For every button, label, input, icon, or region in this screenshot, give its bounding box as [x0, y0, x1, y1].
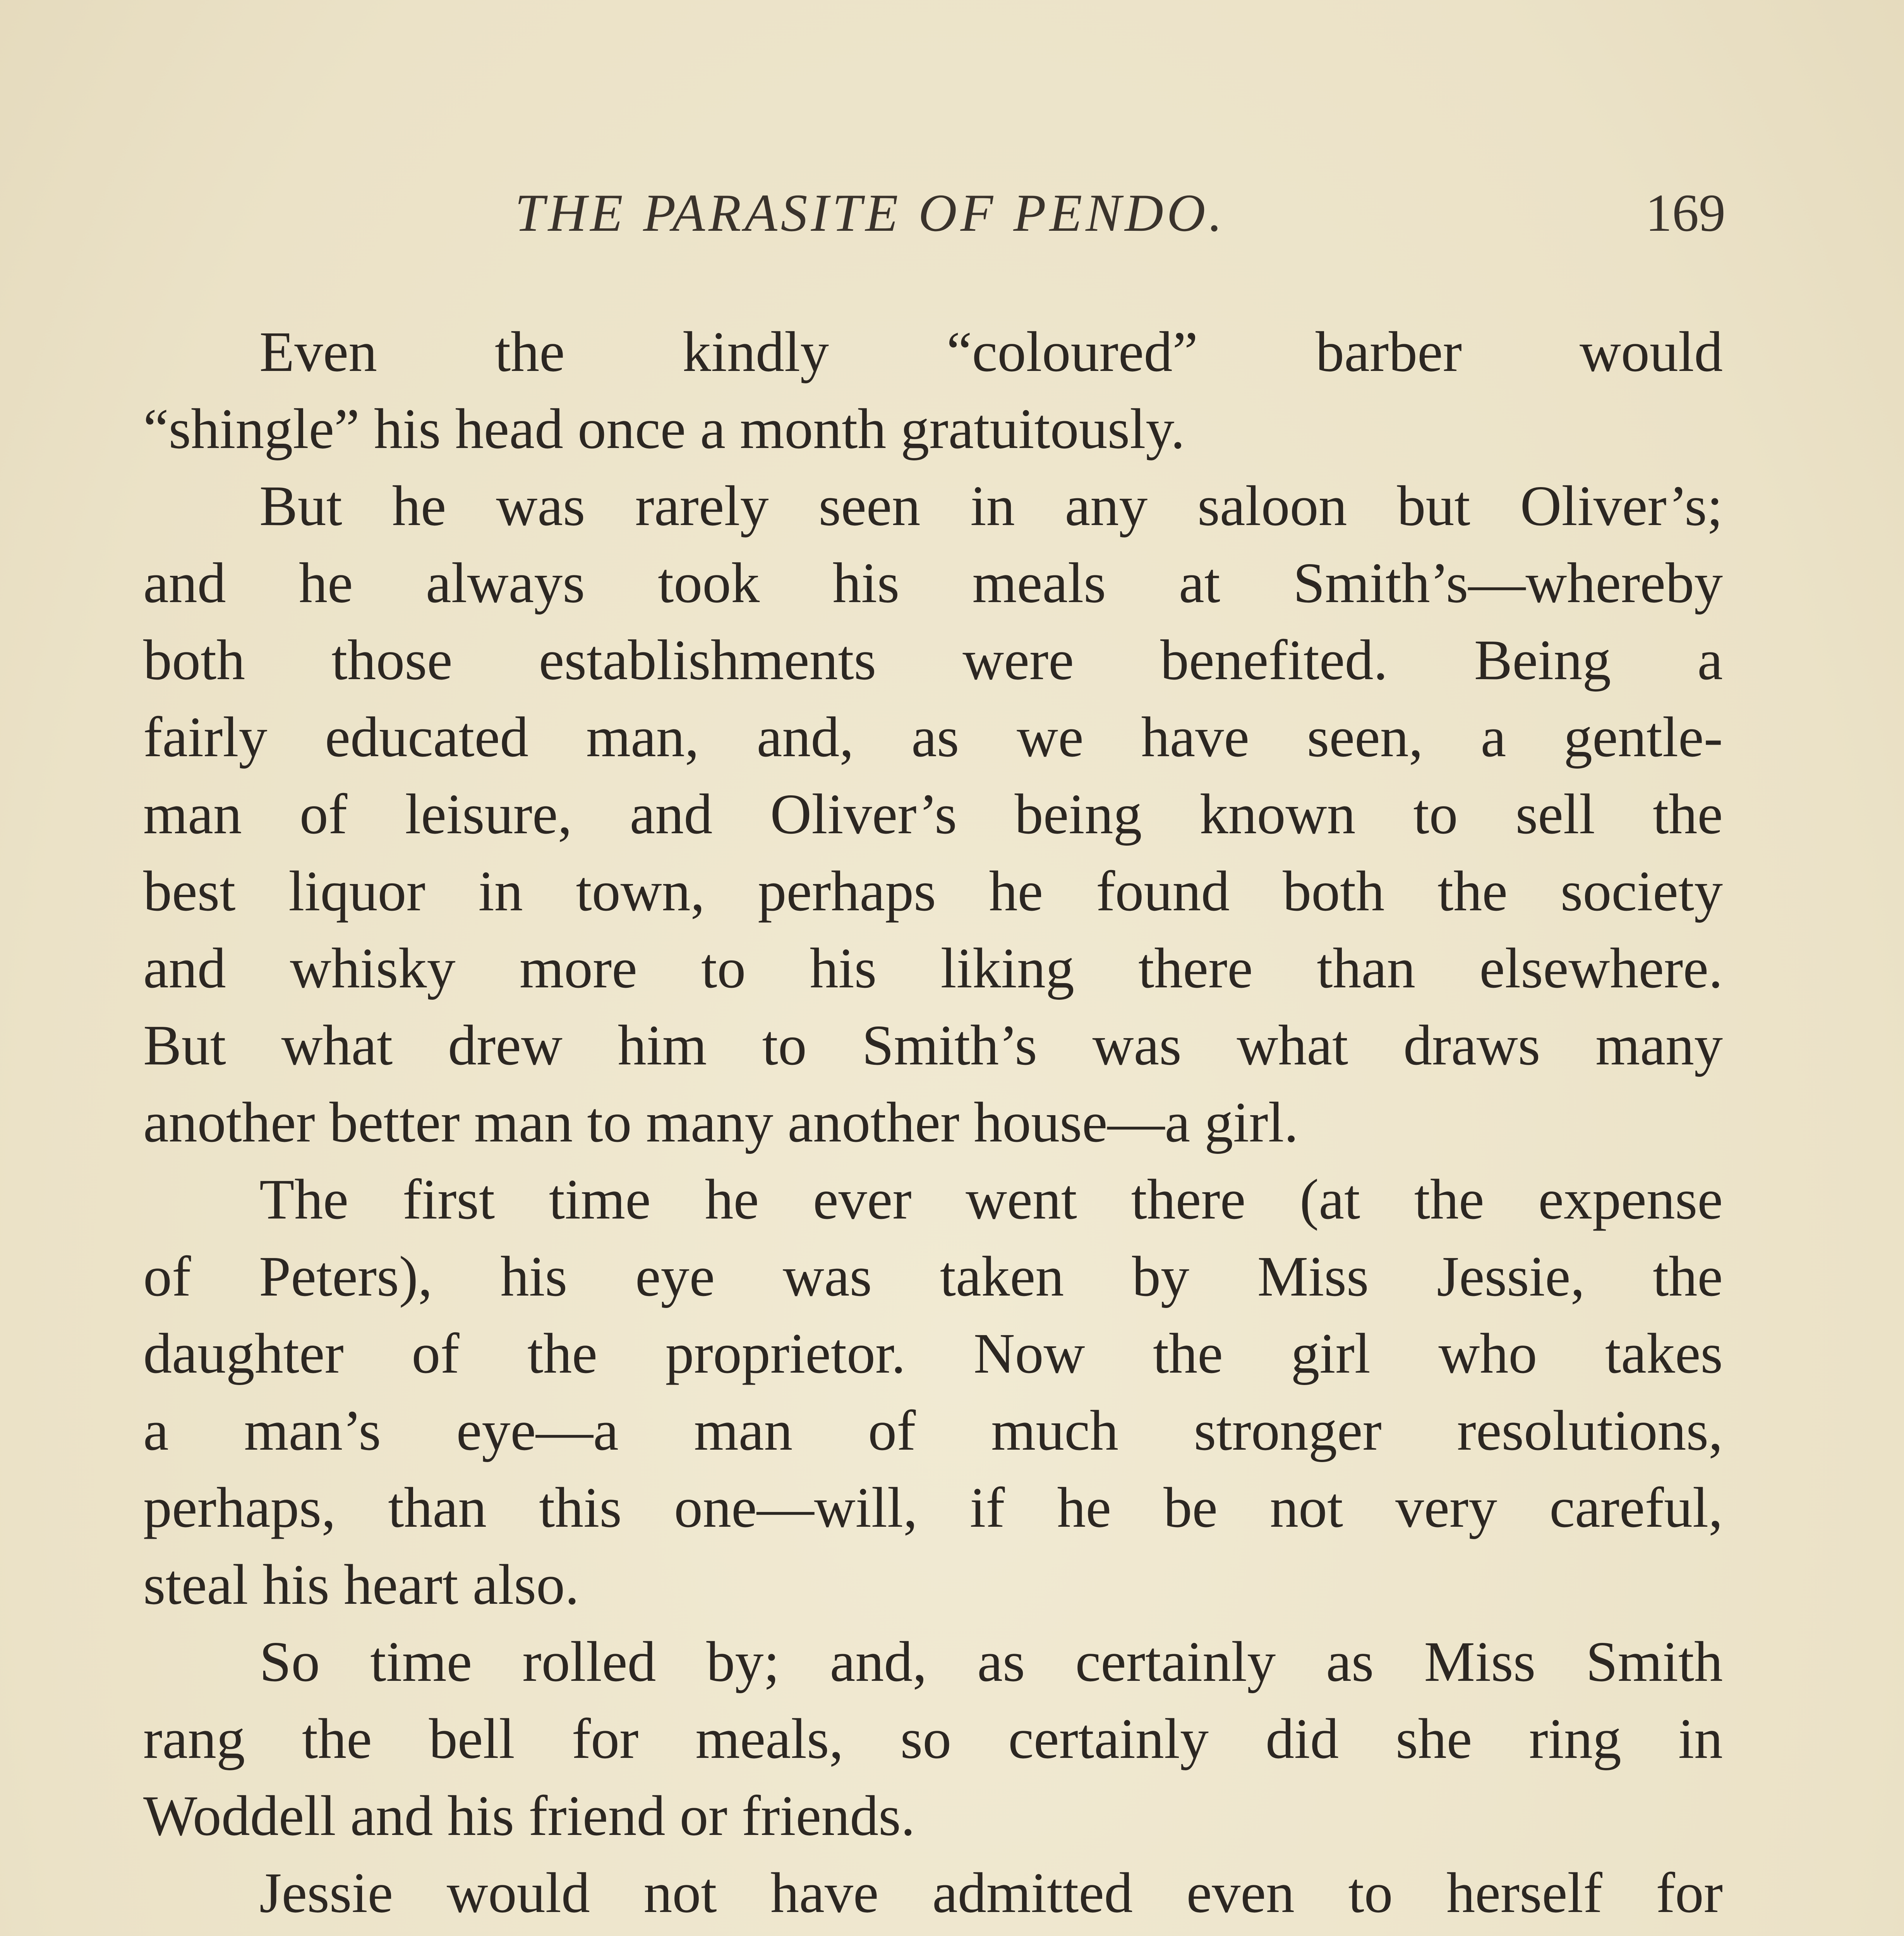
text-line: Jessie would not have admitted even to herself for — [259, 1861, 1723, 1925]
text-line: The first time he ever went there (at the expense — [259, 1168, 1723, 1231]
text-line: But what drew him to Smith’s was what draws many — [143, 1014, 1723, 1077]
text-line: perhaps, than this one—will, if he be not very careful, — [143, 1476, 1723, 1540]
text-line: daughter of the proprietor. Now the girl who takes — [143, 1322, 1723, 1385]
text-line: Woddell and his friend or friends. — [143, 1784, 915, 1848]
text-line: rang the bell for meals, so certainly did she ring in — [143, 1707, 1723, 1771]
text-line: But he was rarely seen in any saloon but Oliver’s; — [259, 474, 1723, 538]
running-header — [0, 182, 1904, 259]
body-text — [143, 314, 1723, 1936]
text-line: Even the kindly “coloured” barber would — [259, 320, 1723, 384]
text-line — [143, 1932, 1723, 1936]
running-title: THE PARASITE OF PENDO. — [515, 183, 1226, 242]
text-line: and he always took his meals at Smith’s—whereby — [143, 551, 1723, 615]
text-line: both those establishments were benefited. Being a — [143, 628, 1723, 692]
text-line: of Peters), his eye was taken by Miss Jessie, the — [143, 1245, 1723, 1308]
text-line: So time rolled by; and, as certainly as Miss Smith — [259, 1630, 1723, 1694]
text-line: and whisky more to his liking there than elsewhere. — [143, 937, 1723, 1000]
text-line: a man’s eye—a man of much stronger resolutions, — [143, 1399, 1723, 1462]
text-line: steal his heart also. — [143, 1553, 580, 1617]
text-line: fairly educated man, and, as we have seen, a gentle- — [143, 705, 1723, 769]
text-line: another better man to many another house—a girl. — [143, 1091, 1298, 1154]
page-number: 169 — [1645, 183, 1726, 242]
text-line: “shingle” his head once a month gratuitously. — [143, 397, 1185, 461]
text-line: best liquor in town, perhaps he found both the society — [143, 860, 1723, 923]
text-line: man of leisure, and Oliver’s being known to sell the — [143, 783, 1723, 846]
